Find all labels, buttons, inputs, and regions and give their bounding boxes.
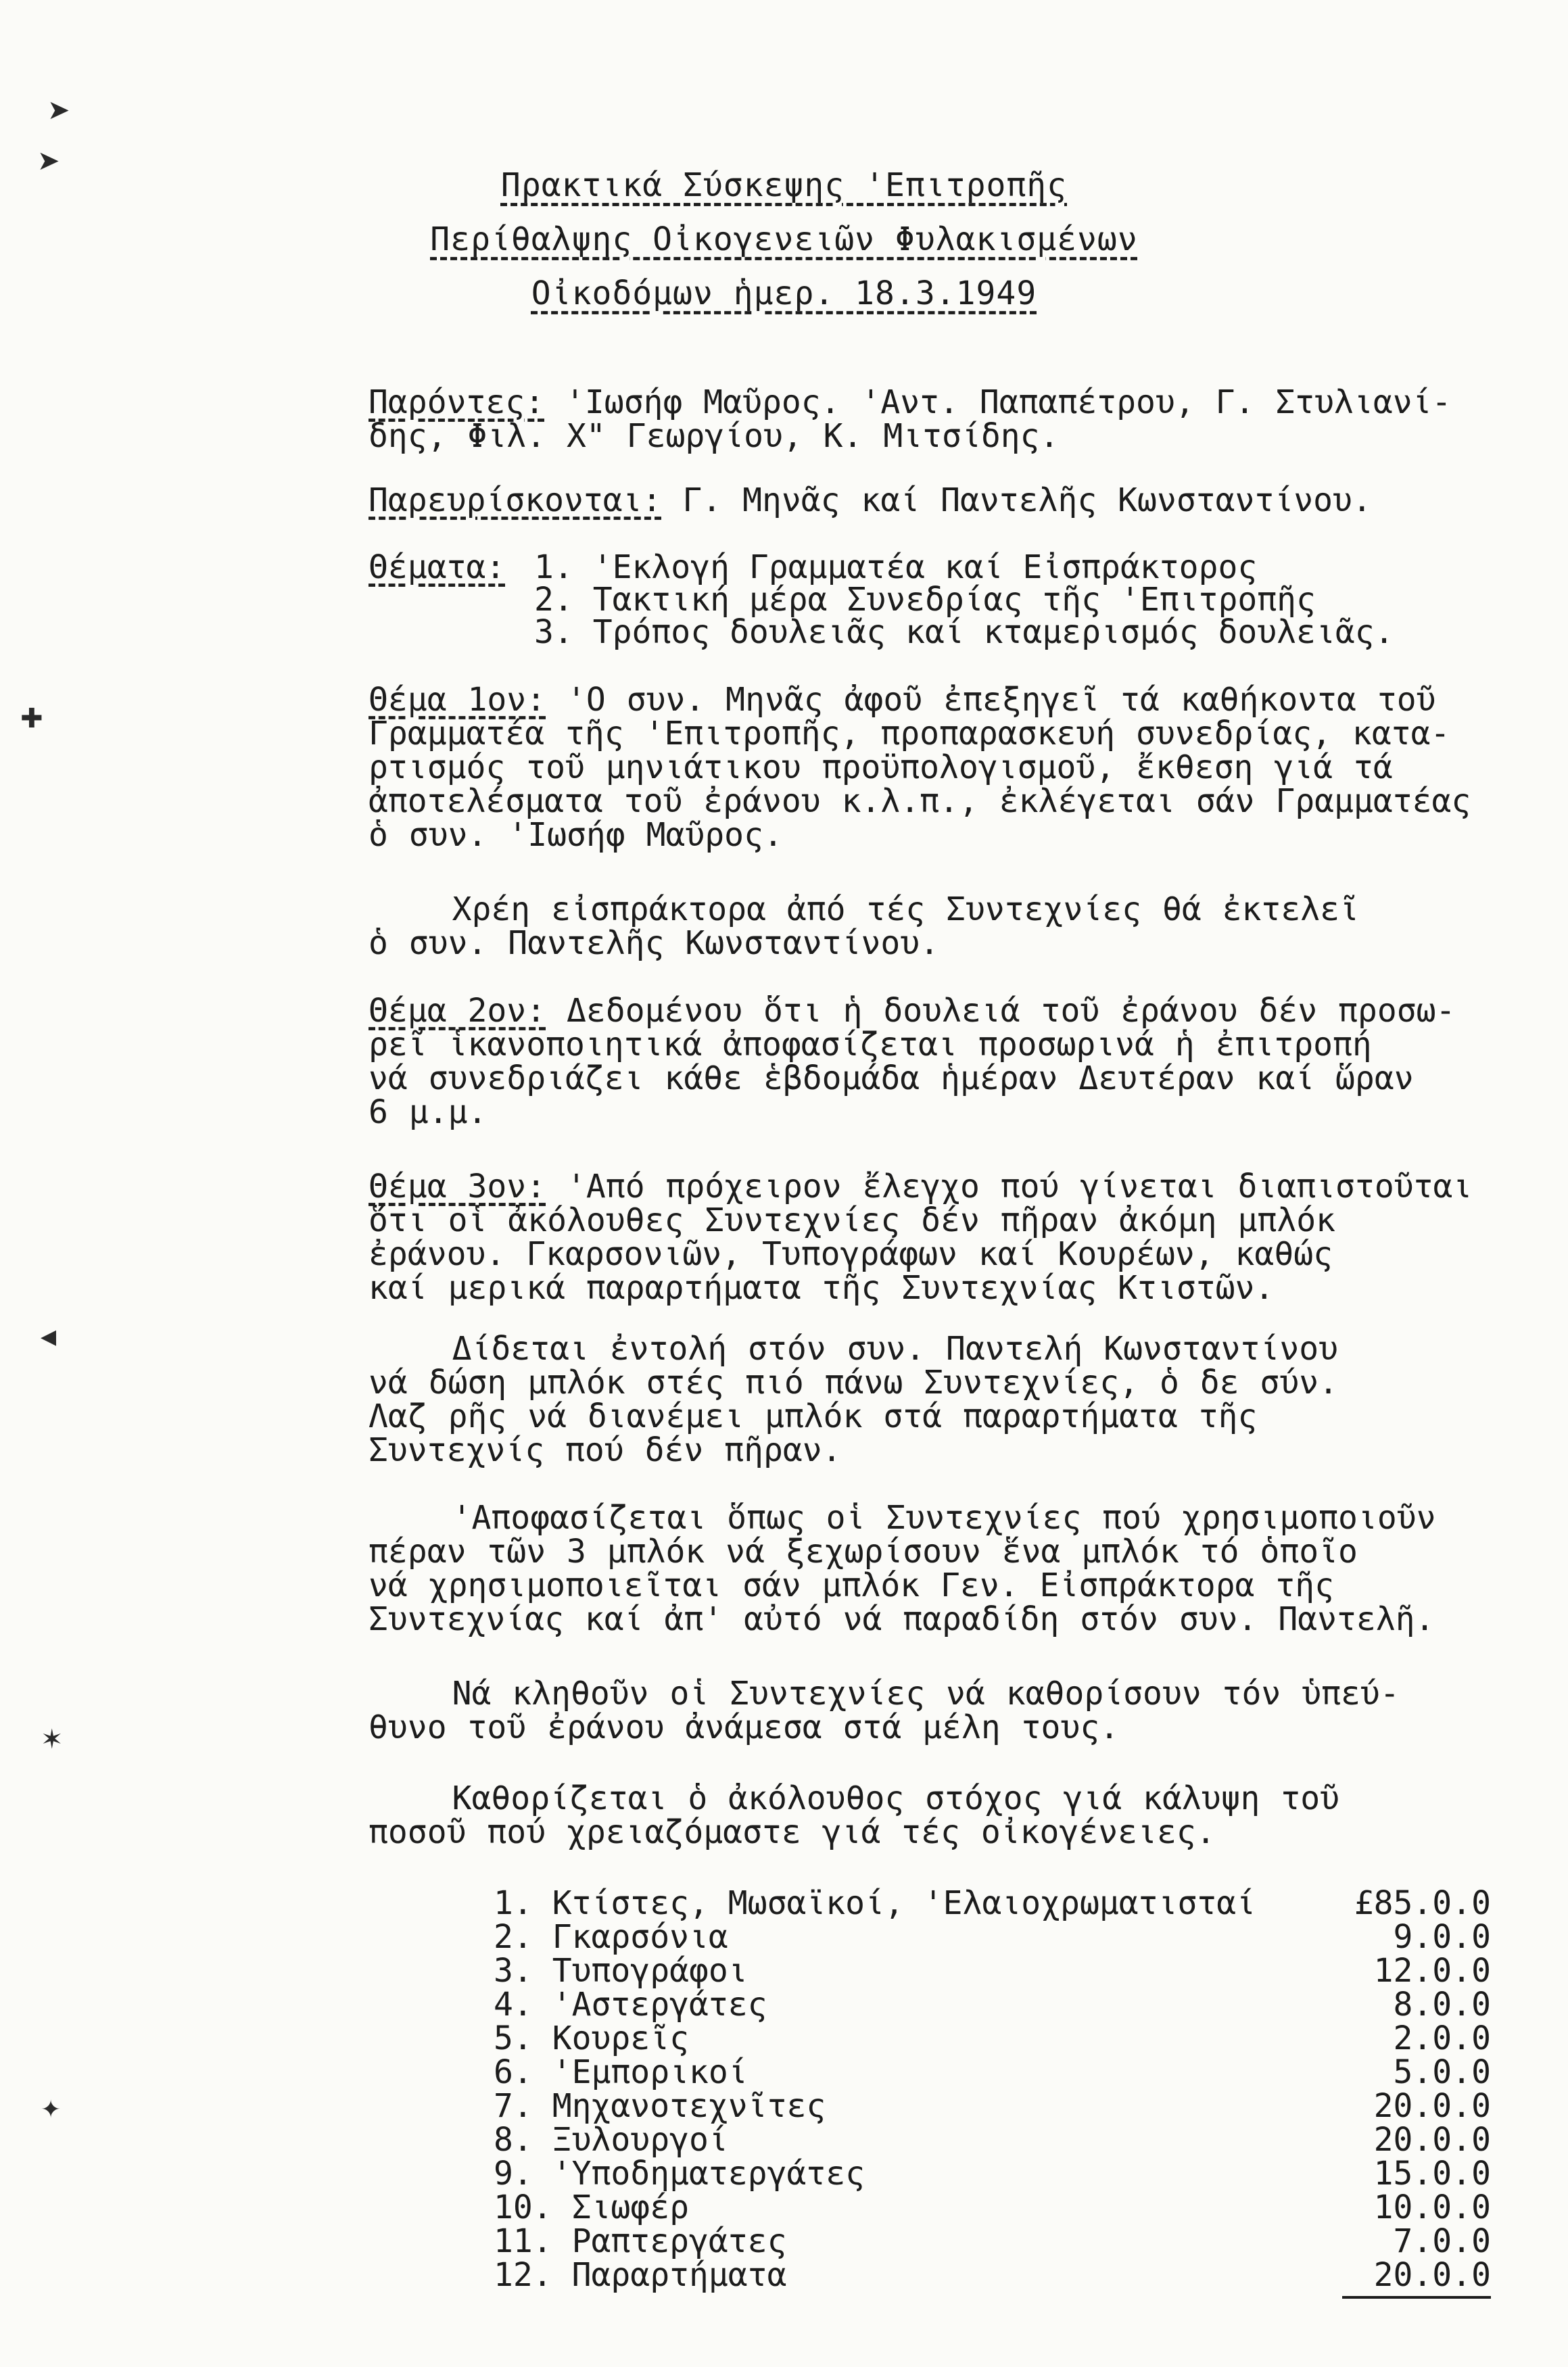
target-name: 6. 'Εμπορικοί [494, 2053, 748, 2091]
theme-1-label: Θέμα 1ον: [369, 681, 546, 719]
theme-3-paragraph: Δίδεται ἐντολή στόν συν. Παντελή Κωνσταντίνου νά δώση μπλόκ στές πιό πάνω Συντεχνίες, ὁ δε σύν. Λαζ ρῆς νά διανέμει μπλόκ στά παραρτήματα τῆς Συντεχνίς πού δέν πῆραν. [369, 1330, 1339, 1469]
list-item [494, 1988, 1491, 2022]
margin-mark: ✦ [41, 2096, 62, 2124]
margin-mark: ✶ [41, 1724, 64, 1755]
list-item [494, 1954, 1491, 1988]
margin-mark: ➤ [47, 95, 70, 126]
topic-item: 2. Τακτική μέρα Συνεδρίας τῆς 'Επιτροπῆς [534, 581, 1316, 619]
theme-2-section [369, 994, 1531, 1129]
list-item [494, 2089, 1491, 2123]
target-name: 3. Τυπογράφοι [494, 1952, 748, 1990]
doc-title-line-1: Πρακτικά Σύσκεψης 'Επιτροπῆς [500, 166, 1068, 204]
target-amount: 20.0.0 [1373, 2121, 1491, 2159]
list-item [494, 2191, 1491, 2224]
list-item [494, 2123, 1491, 2157]
theme-3-paragraph: Νά κληθοῦν οἱ Συντεχνίες νά καθορίσουν τόν ὑπεύ- θυνο τοῦ ἐράνου ἀνάμεσα στά μέλη τους. [369, 1675, 1400, 1746]
target-name: 2. Γκαρσόνια [494, 1918, 728, 1956]
target-name: 12. Παραρτήματα [494, 2256, 787, 2294]
theme-1-paragraph: Χρέη εἰσπράκτορα ἀπό τές Συντεχνίες θά ἐκτελεῖ ὁ συν. Παντελῆς Κωνσταντίνου. [369, 890, 1359, 962]
also-present-text: Γ. Μηνᾶς καί Παντελῆς Κωνσταντίνου. [661, 481, 1372, 519]
theme-2-text: Δεδομένου ὅτι ἡ δουλειά τοῦ ἐράνου δέν προσω- ρεῖ ἱκανοποιητικά ἀποφασίζεται προσωρινά ἡ ἐπιτροπή νά συνεδριάζει κάθε ἑβδομάδα ἡμέραν Δευτέραν καί ὥραν 6 μ.μ. [369, 992, 1456, 1131]
target-amount: 12.0.0 [1373, 1952, 1491, 1990]
doc-title-line-2: Περίθαλψης Οἰκογενειῶν Φυλακισμένων [430, 220, 1138, 258]
margin-mark: ✚ [20, 703, 43, 734]
target-amount: 2.0.0 [1393, 2019, 1491, 2057]
target-name: 11. Ραπτεργάτες [494, 2222, 787, 2260]
also-present-section [369, 483, 1531, 517]
target-name: 10. Σιωφέρ [494, 2189, 689, 2226]
target-name: 8. Ξυλουργοί [494, 2121, 728, 2159]
list-item [494, 1886, 1491, 1920]
target-amount: 8.0.0 [1393, 1986, 1491, 2024]
list-item [494, 2019, 1491, 2057]
also-present-label: Παρευρίσκονται: [369, 481, 662, 519]
list-item [494, 1920, 1491, 1954]
doc-title-line-3: Οἰκοδόμων ἡμερ. 18.3.1949 [531, 274, 1037, 312]
target-name: 5. Κουρεῖς [494, 2019, 689, 2057]
theme-3-section [369, 1170, 1531, 1305]
list-item [494, 2157, 1491, 2191]
list-item [494, 2055, 1491, 2089]
targets-list [494, 1886, 1491, 2299]
theme-3-text: 'Από πρόχειρον ἔλεγχο πού γίνεται διαπιστοῦται ὅτι οἱ ἀκόλουθες Συντεχνίες δέν πῆραν ἀκόμη μπλόκ ἐράνου. Γκαρσονιῶν, Τυπογράφων καί Κουρέων, καθώς καί μερικά παραρτήματα τῆς Συντεχνίας Κτιστῶν. [369, 1168, 1473, 1307]
target-amount: 10.0.0 [1373, 2189, 1491, 2226]
topic-item: 1. 'Εκλογή Γραμματέα καί Εἰσπράκτορος [534, 548, 1258, 586]
theme-3-paragraph: 'Αποφασίζεται ὅπως οἱ Συντεχνίες πού χρησιμοποιοῦν πέραν τῶν 3 μπλόκ νά ξεχωρίσουν ἕνα μπλόκ τό ὁποῖο νά χρησιμοποιεῖται σάν μπλόκ Γεν. Εἰσπράκτορα τῆς Συντεχνίας καί ἀπ' αὐτό νά παραδίδη στόν συν. Παντελῆ. [369, 1499, 1436, 1638]
target-amount: 9.0.0 [1393, 1918, 1491, 1956]
list-item [494, 2258, 1491, 2299]
present-section [369, 385, 1531, 453]
target-name: 1. Κτίστες, Μωσαϊκοί, 'Ελαιοχρωματισταί [494, 1884, 1256, 1922]
theme-3-paragraph: Καθορίζεται ὁ ἀκόλουθος στόχος γιά κάλυψη τοῦ ποσοῦ πού χρειαζόμαστε γιά τές οἰκογένειες. [369, 1779, 1340, 1851]
present-label: Παρόντες: [369, 383, 545, 421]
target-amount: £85.0.0 [1354, 1884, 1491, 1922]
topics-label: Θέματα: [369, 548, 506, 586]
margin-mark: ➤ [37, 145, 60, 176]
target-amount: 15.0.0 [1373, 2155, 1491, 2193]
margin-mark: ◀ [41, 1325, 57, 1349]
theme-1-text: 'Ο συν. Μηνᾶς ἀφοῦ ἐπεξηγεῖ τά καθήκοντα τοῦ Γραμματέα τῆς 'Επιτροπῆς, προπαρασκευή συνεδρίας, κατα- ρτισμός τοῦ μηνιάτικου προϋπολογισμοῦ, ἔκθεση γιά τά ἀποτελέσματα τοῦ ἐράνου κ.λ.π., ἐκλέγεται σάν Γραμματέας ὁ συν. 'Ιωσήφ Μαῦρος. [369, 681, 1471, 854]
target-name: 7. Μηχανοτεχνῖτες [494, 2087, 826, 2125]
topics-section [369, 548, 1531, 651]
topic-item: 3. Τρόπος δουλειᾶς καί κταμερισμός δουλειᾶς. [534, 613, 1394, 651]
theme-2-label: Θέμα 2ον: [369, 992, 546, 1030]
list-item [494, 2224, 1491, 2258]
target-amount: 7.0.0 [1393, 2222, 1491, 2260]
theme-1-section [369, 683, 1531, 852]
target-amount: 20.0.0 [1342, 2258, 1491, 2299]
target-amount: 20.0.0 [1373, 2087, 1491, 2125]
target-amount: 5.0.0 [1393, 2053, 1491, 2091]
present-text: 'Ιωσήφ Μαῦρος. 'Αντ. Παπαπέτρου, Γ. Στυλιανί- δης, Φιλ. Χ" Γεωργίου, Κ. Μιτσίδης. [369, 383, 1452, 455]
theme-3-label: Θέμα 3ον: [369, 1168, 546, 1205]
target-name: 4. 'Αστεργάτες [494, 1986, 767, 2024]
target-name: 9. 'Υποδηματεργάτες [494, 2155, 865, 2193]
